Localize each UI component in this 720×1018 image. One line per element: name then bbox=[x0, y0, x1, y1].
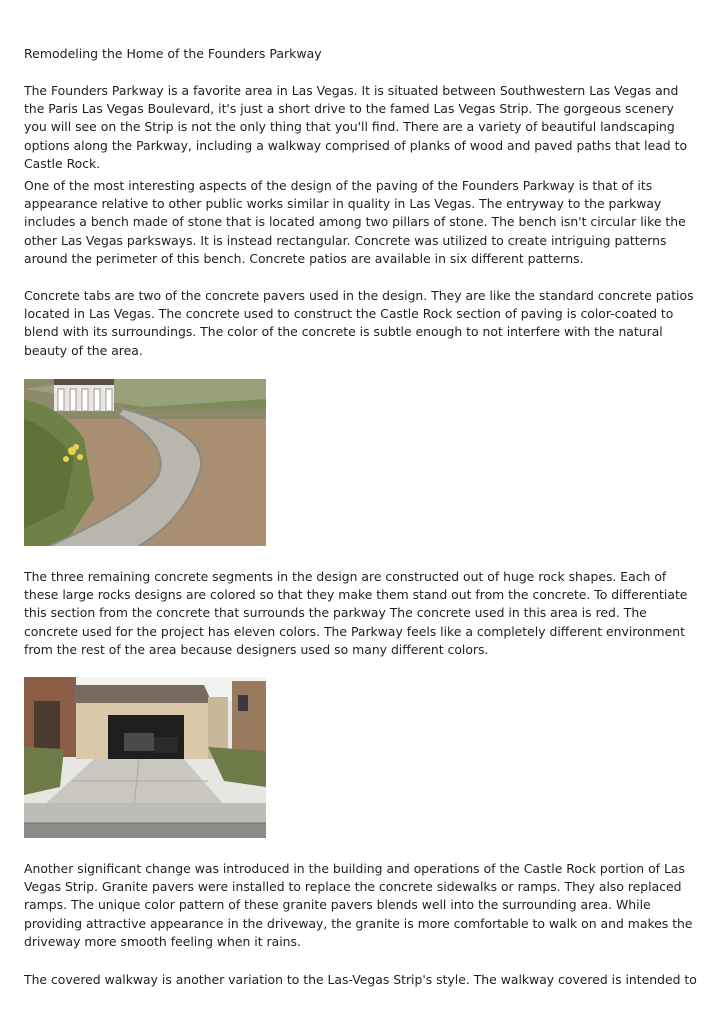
driveway-photo bbox=[24, 677, 266, 838]
paragraph-3: Concrete tabs are two of the concrete pavers used in the design. They are like the standard concrete patios located in Las Vegas. The concrete used to construct the Castle Rock section of paving is color-coated to blend with its surroundings. The color of the concrete is subtle enough to not interfere with the natural beauty of the area. bbox=[24, 288, 694, 358]
paragraph-4: The three remaining concrete segments in the design are constructed out of huge rock shapes. Each of these large rocks designs are colored so that they make them stand out from the concrete. To differentiate this section from the concrete that surrounds the parkway The concrete used in this area is red. The concrete used for the project has eleven colors. The Parkway feels like a completely different environment from the rest of the area because designers used so many different colors. bbox=[24, 569, 688, 657]
paragraph-1: The Founders Parkway is a favorite area in Las Vegas. It is situated between Southwestern Las Vegas and the Paris Las Vegas Boulevard, it's just a short drive to the famed Las Vegas Strip. The gorgeous scenery you will see on the Strip is not the only thing that you'll find. There are a variety of beautiful landscaping options along the Parkway, including a walkway comprised of planks of wood and paved paths that lead to Castle Rock. bbox=[24, 83, 688, 171]
paragraph-5: Another significant change was introduced in the building and operations of the Castle Rock portion of Las Vegas Strip. Granite pavers were installed to replace the concrete sidewalks or ramps. They also replaced ramps. The unique color pattern of these granite pavers blends well into the surrounding area. While providing attractive appearance in the driveway, the granite is more comfortable to walk on and makes the driveway more smooth feeling when it rains. bbox=[24, 861, 693, 949]
page-title: Remodeling the Home of the Founders Parkway bbox=[24, 46, 322, 61]
walkway-photo bbox=[24, 379, 266, 546]
paragraph-2: One of the most interesting aspects of the design of the paving of the Founders Parkway is that of its appearance relative to other public works similar in quality in Las Vegas. The entryway to the parkway includes a bench made of stone that is located among two pillars of stone. The bench isn't circular like the other Las Vegas parksways. It is instead rectangular. Concrete was utilized to create intriguing patterns around the perimeter of this bench. Concrete patios are available in six different patterns. bbox=[24, 178, 686, 266]
paragraph-6: The covered walkway is another variation to the Las-Vegas Strip's style. The walkway covered is intended to bbox=[24, 972, 697, 987]
